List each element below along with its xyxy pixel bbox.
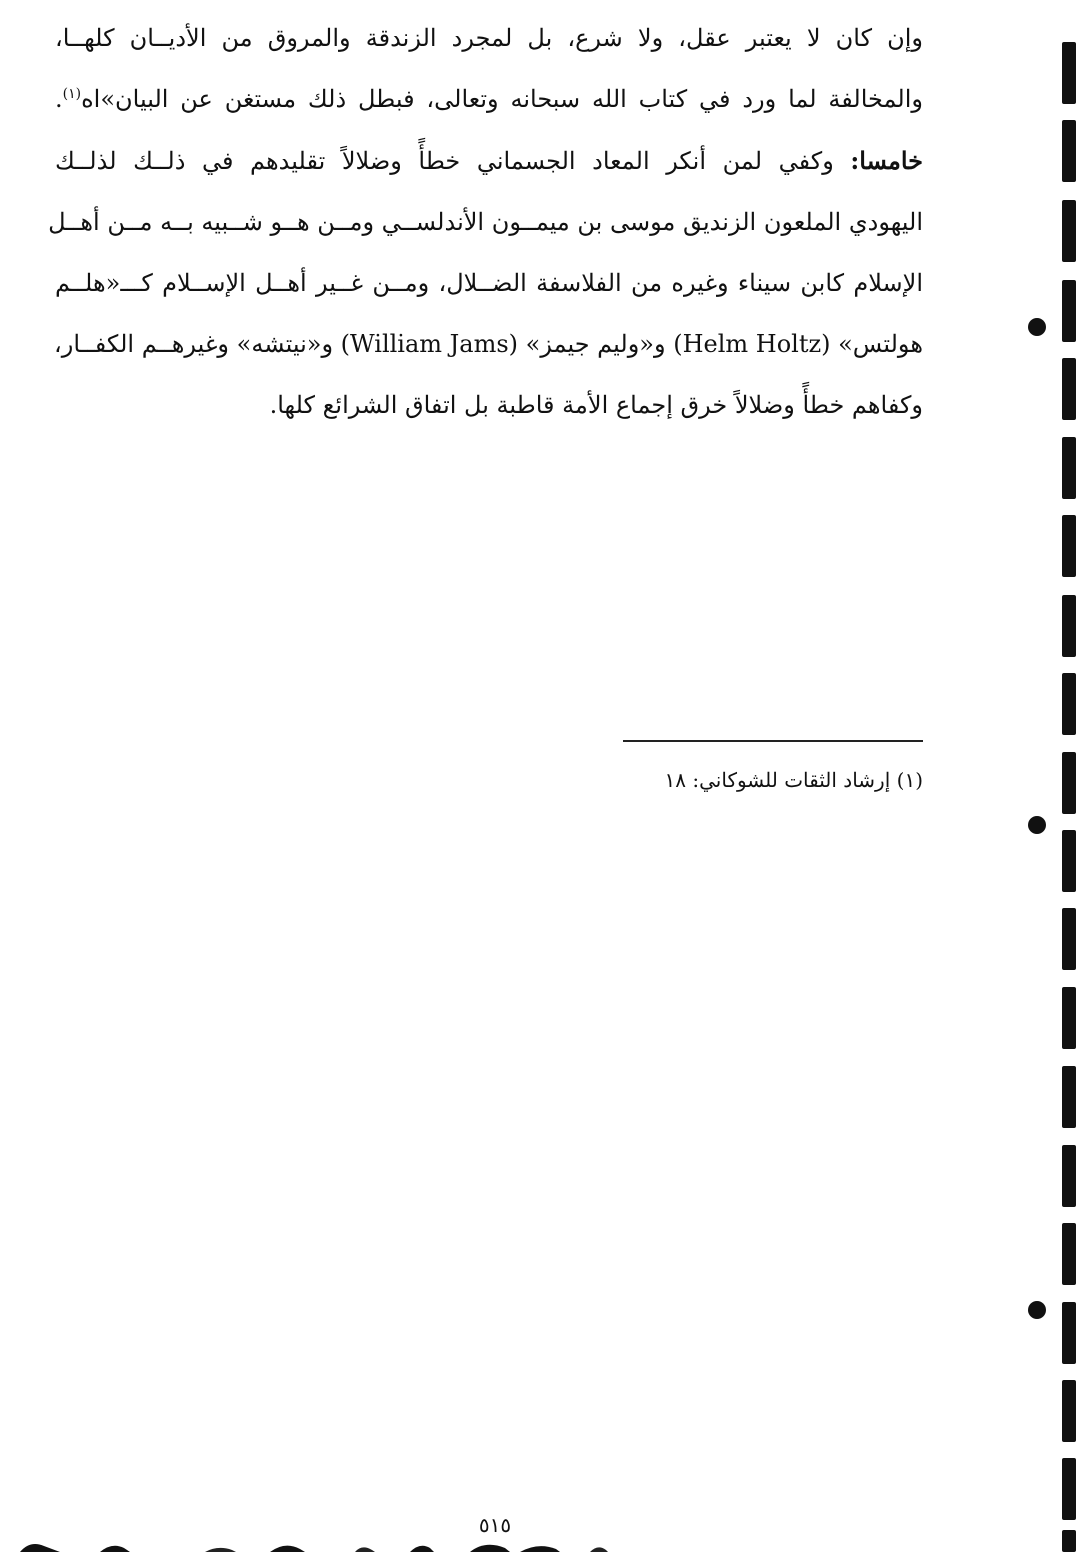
punch-hole [1028,318,1046,336]
binding-bar [1062,908,1076,970]
binding-bar [1062,1302,1076,1364]
punch-hole [1028,1301,1046,1319]
latin-name-helm-holtz: (Helm Holtz) [673,330,831,358]
latin-name-william-jams: (William Jams) [340,330,519,358]
text-line-2 [55,69,923,130]
binding-bar [1062,1223,1076,1285]
page-number: ٥١٥ [478,1513,512,1537]
punch-hole [1028,816,1046,834]
text-line-6 [55,314,923,375]
binding-bar [1062,280,1076,342]
binding-bar [1062,987,1076,1049]
binding-bar [1062,1458,1076,1520]
footnote-ref: (١) [62,86,82,102]
binding-bar [1062,595,1076,657]
text-line-7: وكفاهم خطأً وضلالاً خرق إجماع الأمة قاطبة بل اتفاق الشرائع كلها. [269,391,923,419]
line-2-tail: . [55,85,63,113]
binding-bar [1062,1145,1076,1207]
line-6-post: و«نيتشه» وغيرهــم الكفــار، [53,330,341,358]
footnote: (١) إرشاد الثقات للشوكاني: ١٨ [664,768,923,792]
binding-bar [1062,673,1076,735]
text-line-1: وإن كان لا يعتبر عقل، ولا شرع، بل لمجرد الزندقة والمروق من الأديــان كلهــا، [55,24,923,52]
binding-bar [1062,42,1076,104]
binding-bar [1062,358,1076,420]
text-line-4: اليهودي الملعون الزنديق موسى بن ميمــون الأندلســي ومــن هــو شــبيه بــه مــن أهــل [48,208,923,236]
binding-bar [1062,830,1076,892]
binding-bar [1062,120,1076,182]
footnote-divider [623,740,923,742]
scan-noise-bottom [0,1536,620,1552]
line-6-mid: و«وليم جيمز» [518,330,674,358]
main-text [48,8,923,436]
binding-bar [1062,1530,1076,1552]
text-line-5: الإسلام كابن سيناء وغيره من الفلاسفة الضــلال، ومــن غــير أهــل الإســلام كـــ«هلــم [55,269,923,297]
line-3-text: وكفي لمن أنكر المعاد الجسماني خطأً وضلالاً تقليدهم في ذلــك لذلــك [55,147,851,175]
binding-bar [1062,515,1076,577]
binding-bar [1062,752,1076,814]
section-heading-fifth: خامسا: [850,146,923,175]
binding-bar [1062,1380,1076,1442]
binding-bar [1062,1066,1076,1128]
line-2-text: والمخالفة لما ورد في كتاب الله سبحانه وتعالى، فبطل ذلك مستغن عن البيان»اه [81,85,923,113]
binding-bar [1062,437,1076,499]
binding-bar [1062,200,1076,262]
line-6-pre: هولتس» [830,330,923,358]
text-line-3 [55,130,923,192]
